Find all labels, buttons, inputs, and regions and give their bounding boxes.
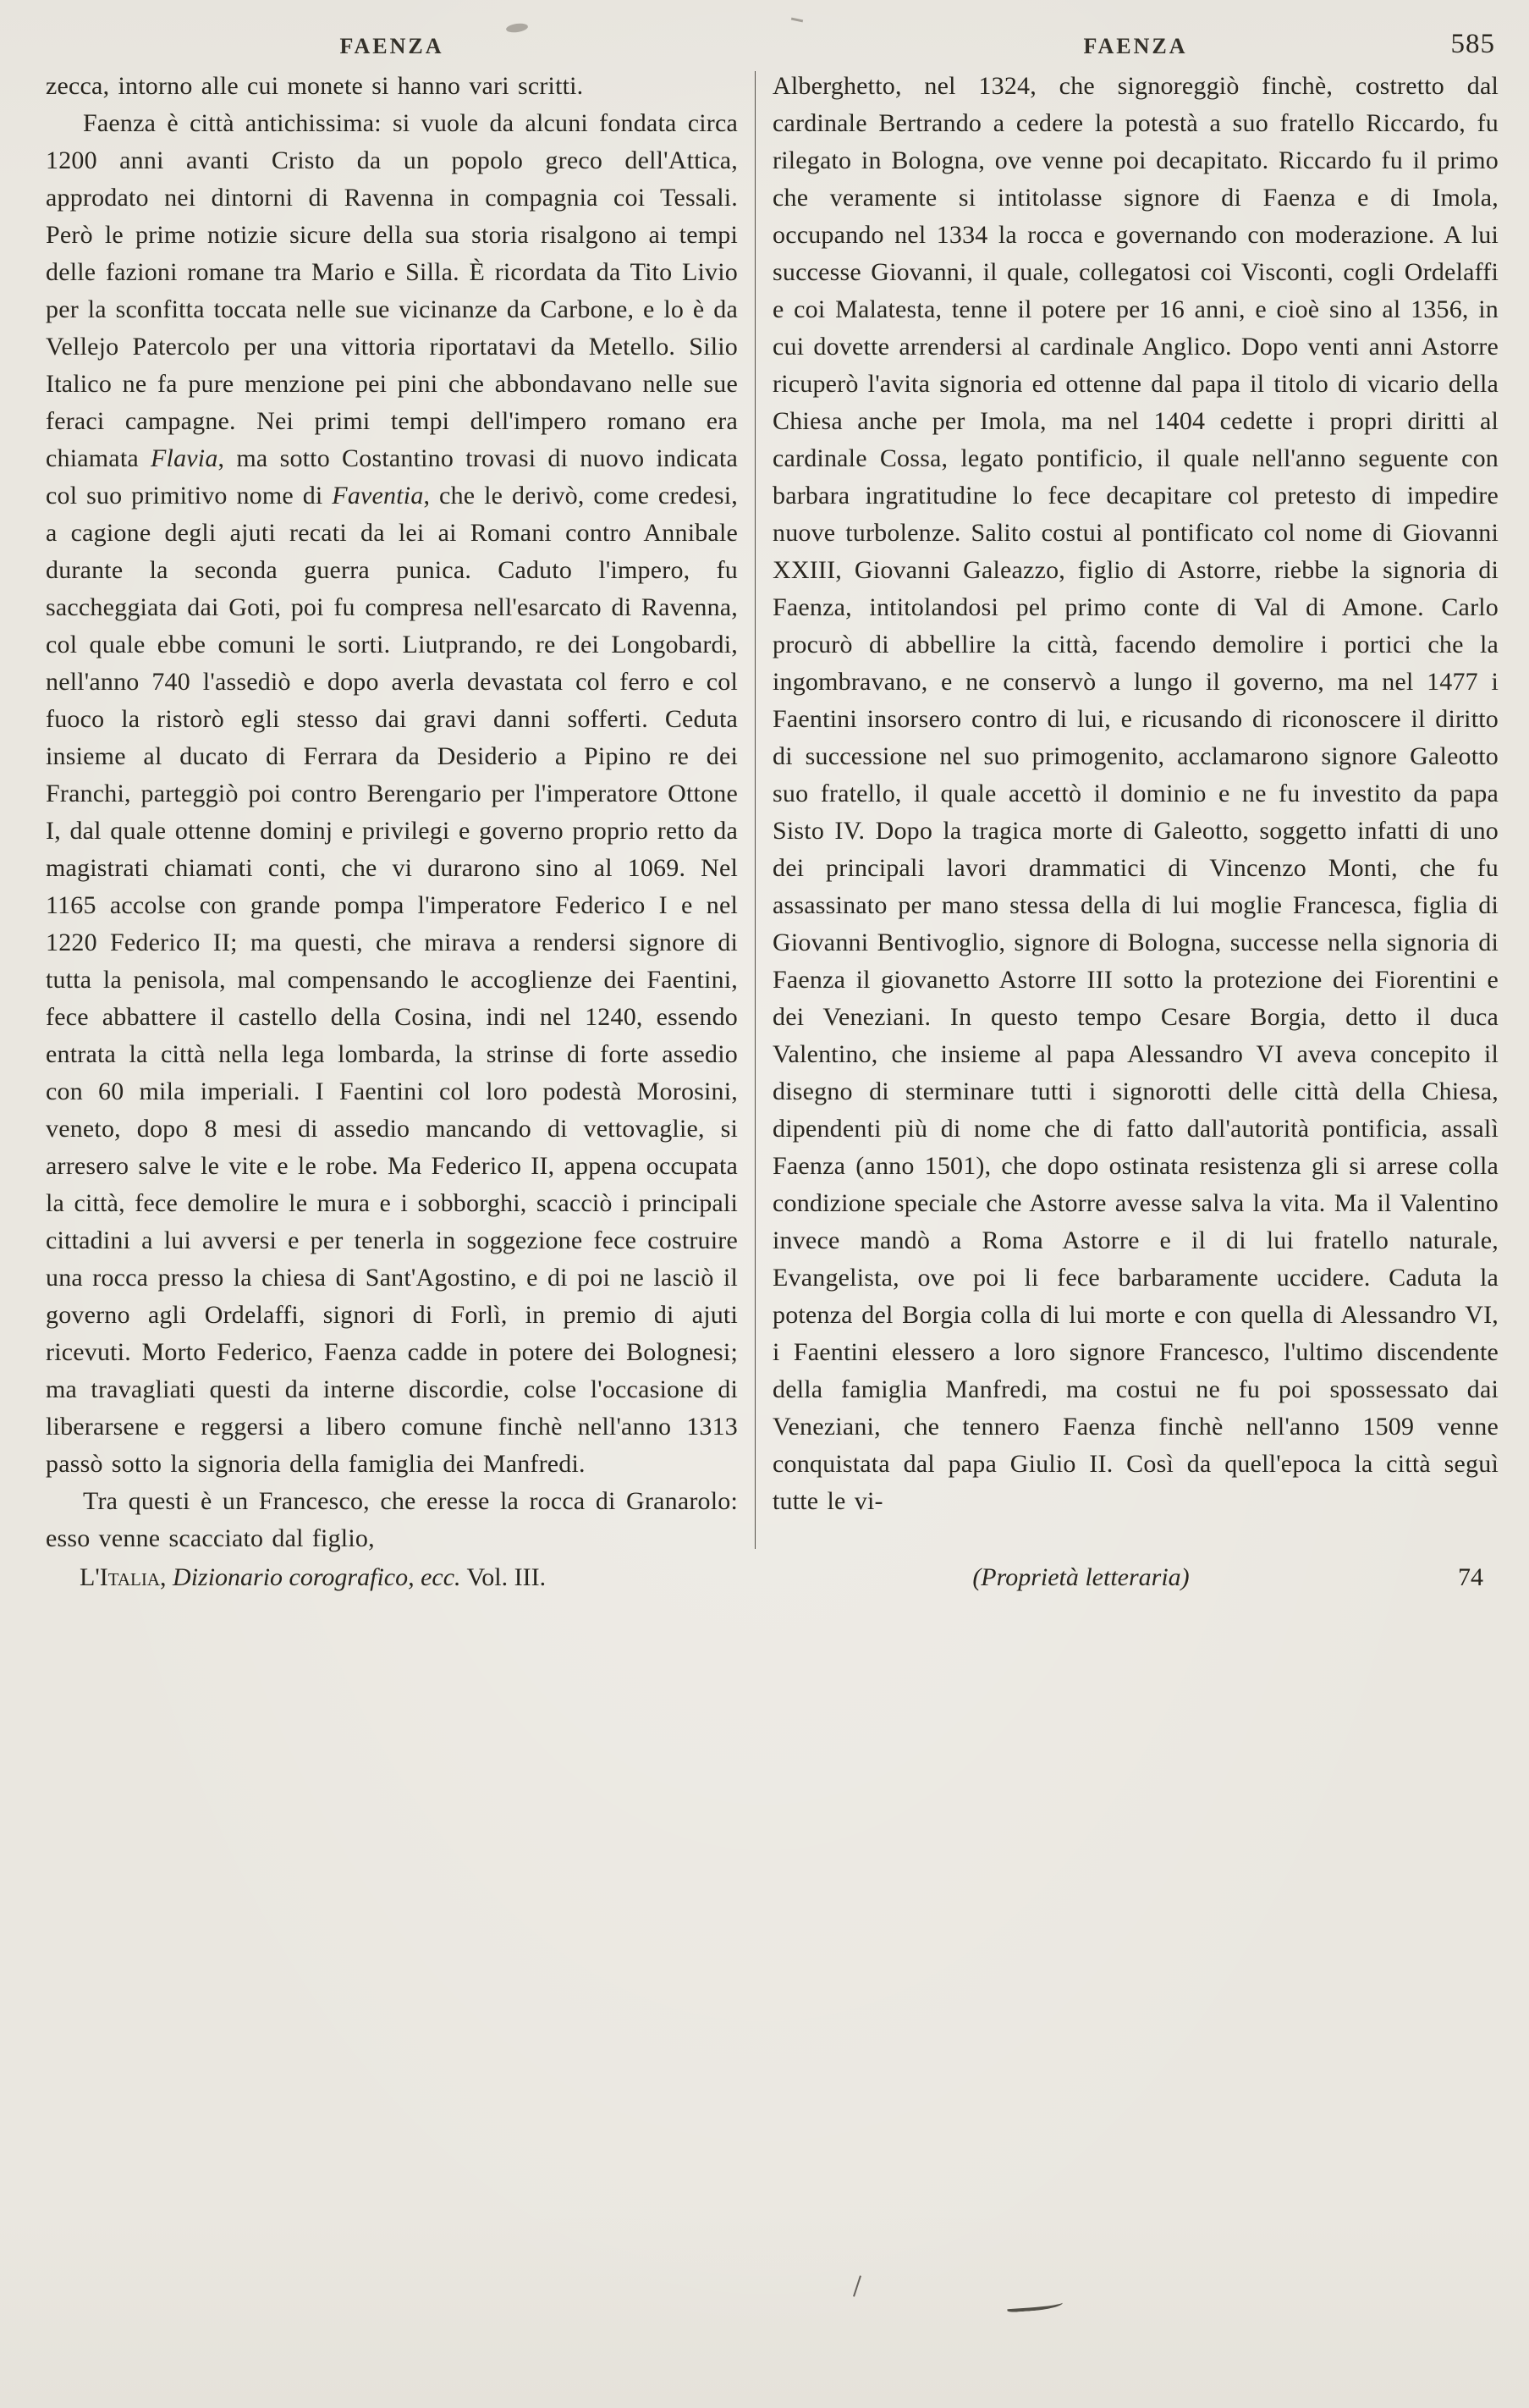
text-segment: (Proprietà letteraria) — [972, 1563, 1190, 1591]
text-segment: , che le derivò, come credesi, a cagione degli ajuti recati da lei ai Romani contro Annibale durante la seconda guerra punica. Caduto l'impero, fu saccheggiata dai Goti, poi fu compresa nell'esarcato di Ravenna, col quale ebbe comuni le sorti. Liutprando, re dei Longobardi, nell'anno 740 l'assediò e dopo averla devastata col ferro e col fuoco la ristorò egli stesso dai gravi danni sofferti. Ceduta insieme al ducato di Ferrara da Desiderio a Pipino re dei Franchi, parteggiò poi contro Berengario per l'imperatore Ottone I, dal quale ottenne dominj e privilegi e governo proprio retto da magistrati chiamati conti, che vi durarono sino al 1069. Nel 1165 accolse con grande pompa l'imperatore Federico I e nel 1220 Federico II; ma questi, che mirava a rendersi signore di tutta la penisola, mal compensando le accoglienze dei Faentini, fece abbattere il castello della Cosina, indi nel 1240, essendo entrata la città nella lega lombarda, la strinse di forte assedio con 60 mila imperiali. I Faentini col loro podestà Morosini, veneto, dopo 8 mesi di assedio mancando di vettovaglie, si arresero salve le vite e le robe. Ma Federico II, appena occupata la città, fece demolire le mura e i sobborghi, scacciò i principali cittadini a lui avversi e per tenerla in soggezione fece costruire una rocca presso la chiesa di Sant'Agostino, e di poi ne lasciò il governo agli Ordelaffi, signori di Forlì, in premio di ajuti ricevuti. Morto Federico, Faenza cadde in potere dei Bolognesi; ma travagliati questi da interne discordie, colse l'occasione di liberarsene e reggersi a libero comune finchè nell'anno 1313 passò sotto la signoria della famiglia dei Manfredi. — [46, 482, 738, 1478]
footer-work-title — [46, 1559, 807, 1596]
paragraph — [773, 68, 1499, 1520]
header-left-column — [46, 34, 738, 59]
column-divider-rule — [755, 71, 756, 1549]
running-title-left: FAENZA — [339, 34, 444, 58]
text-columns — [46, 68, 1499, 1557]
footer-copyright-note — [807, 1559, 1355, 1596]
left-column — [46, 68, 738, 1557]
header-right-column — [773, 29, 1499, 59]
paragraph — [46, 105, 738, 1483]
scan-artifact — [1007, 2299, 1064, 2313]
text-segment: L'Italia, — [80, 1563, 167, 1591]
text-segment: Tra questi è un Francesco, che eresse la rocca di Granarolo: esso venne scacciato dal figlio, — [46, 1487, 738, 1552]
page-number: 585 — [1450, 29, 1495, 59]
paragraph — [46, 1483, 738, 1557]
footer-signature-number: 74 — [1458, 1563, 1483, 1591]
text-segment — [167, 1563, 173, 1591]
text-segment: Faventia — [332, 482, 424, 510]
text-segment: Faenza è città antichissima: si vuole da alcuni fondata circa 1200 anni avanti Cristo da un popolo greco dell'Attica, approdato nei dintorni di Ravenna in compagnia coi Tessali. Però le prime notizie sicure della sua storia risalgono ai tempi delle fazioni romane tra Mario e Silla. È ricordata da Tito Livio per la sconfitta toccata nelle sue vicinanze da Carbone, e lo è da Vellejo Patercolo per una vittoria riportatavi da Metello. Silio Italico ne fa pure menzione pei pini che abbondavano nelle sue feraci campagne. Nei primi tempi dell'impero romano era chiamata — [46, 109, 738, 472]
running-header — [46, 29, 1499, 59]
scan-artifact — [791, 18, 803, 23]
text-segment: , ma sotto Costantino trovasi di nuovo indicata col suo primitivo nome di — [46, 444, 738, 510]
scan-artifact — [505, 22, 528, 34]
text-segment: zecca, intorno alle cui monete si hanno vari scritti. — [46, 72, 584, 100]
text-segment: Alberghetto, nel 1324, che signoreggiò finchè, costretto dal cardinale Bertrando a cedere la potestà a suo fratello Riccardo, fu rilegato in Bologna, ove venne poi decapitato. Riccardo fu il primo che veramente si intitolasse signore di Faenza e di Imola, occupando nel 1334 la rocca e governando con moderazione. A lui successe Giovanni, il quale, collegatosi coi Visconti, cogli Ordelaffi e coi Malatesta, tenne il potere per 16 anni, e cioè sino al 1356, in cui dovette arrendersi al cardinale Anglico. Dopo venti anni Astorre ricuperò l'avita signoria ed ottenne dal papa il titolo di vicario della Chiesa anche per Imola, ma nel 1404 cedette i propri diritti al cardinale Cossa, legato pontificio, il quale nell'anno seguente con barbara ingratitudine lo fece decapitare col pretesto di impedire nuove turbolenze. Salito costui al pontificato col nome di Giovanni XXIII, Giovanni Galeazzo, figlio di Astorre, riebbe la signoria di Faenza, intitolandosi pel primo conte di Val di Amone. Carlo procurò di abbellire la città, facendo demolire i portici che la ingombravano, e ne conservò a lungo il governo, ma nel 1477 i Faentini insorsero contro di lui, e ricusando di riconoscere il diritto di successione nel suo primogenito, acclamarono signore Galeotto suo fratello, il quale accettò il dominio e ne fu investito da papa Sisto IV. Dopo la tragica morte di Galeotto, soggetto infatti di uno dei principali lavori drammatici di Vincenzo Monti, che fu assassinato per mano stessa della di lui moglie Francesca, figlia di Giovanni Bentivoglio, signore di Bologna, successe nella signoria di Faenza il giovanetto Astorre III sotto la protezione dei Fiorentini e dei Veneziani. In questo tempo Cesare Borgia, detto il duca Valentino, che insieme al papa Alessandro VI aveva concepito il disegno di sterminare tutti i signorotti delle città della Chiesa, dipendenti più di nome che di fatto dall'autorità pontificia, assalì Faenza (anno 1501), che dopo ostinata resistenza gli si arrese colla condizione speciale che Astorre avesse salva la vita. Ma il Valentino invece mandò a Roma Astorre e il di lui fratello naturale, Evangelista, ove poi li fece barbaramente uccidere. Caduta la potenza del Borgia colla di lui morte e con quella di Alessandro VI, i Faentini elessero a loro signore Francesco, l'ultimo discendente della famiglia Manfredi, ma costui ne fu poi spossessato dai Veneziani, che tennero Faenza finchè nell'anno 1509 venne conquistata dal papa Giulio II. Così da quell'epoca la città seguì tutte le vi- — [773, 72, 1499, 1515]
running-title-right: FAENZA — [1083, 34, 1188, 58]
paragraph — [46, 68, 738, 105]
text-segment: Vol. III. — [460, 1563, 547, 1591]
page-content — [46, 29, 1499, 1596]
text-segment: Dizionario corografico, ecc. — [173, 1563, 461, 1591]
right-column — [773, 68, 1499, 1557]
page-footer — [46, 1559, 1499, 1596]
text-segment: Flavia — [151, 444, 218, 472]
scan-artifact — [853, 2275, 861, 2296]
